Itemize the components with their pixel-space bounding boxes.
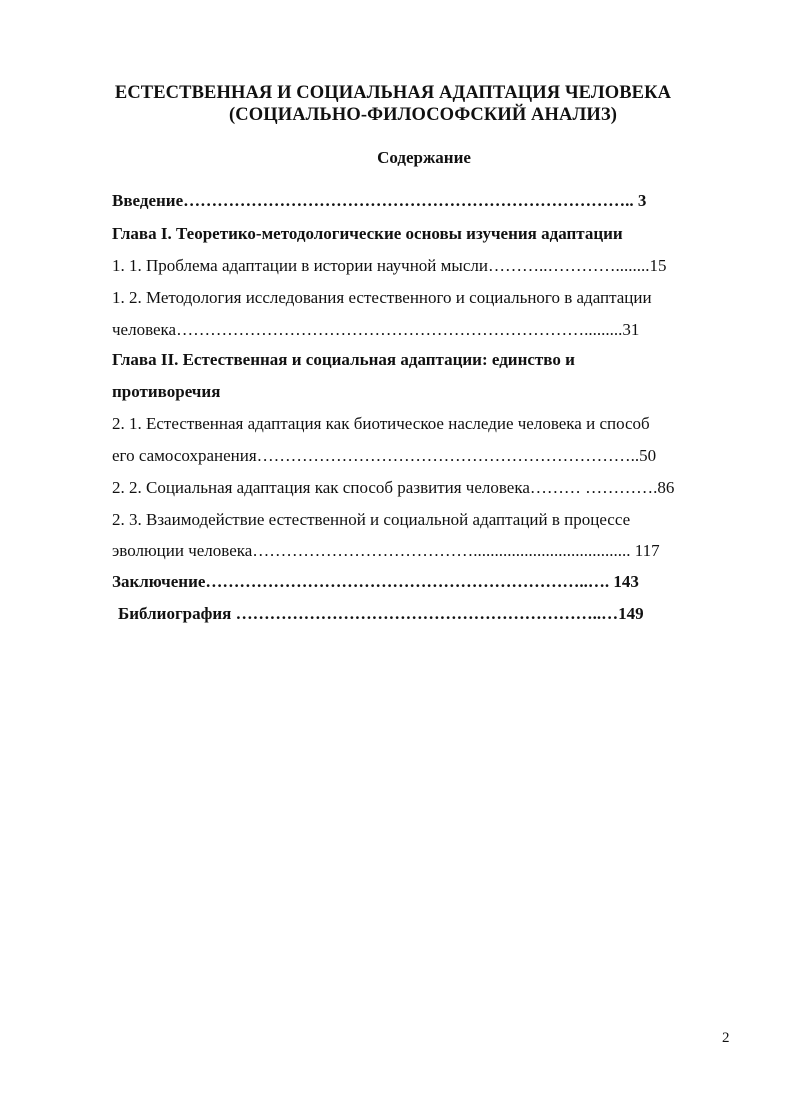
toc-chapter-2-title-line-1: Глава II. Естественная и социальная адаптации: единство и [112, 350, 575, 369]
toc-entry-2-3-line-1: 2. 3. Взаимодействие естественной и социальной адаптаций в процессе [112, 510, 631, 529]
toc-entry-bibliography: Библиография ………………………………………………………..…149 [118, 604, 644, 623]
toc-entry-2-1-line-2: его самосохранения…………………………………………………………..50 [112, 446, 657, 465]
toc-chapter-1-title: Глава I. Теоретико-методологические основы изучения адаптации [112, 224, 623, 243]
toc-entry-introduction: Введение…………………………………………………………………….. 3 [112, 191, 647, 210]
toc-entry-2-1-line-1: 2. 1. Естественная адаптация как биотическое наследие человека и способ [112, 414, 650, 433]
toc-entry-2-3-line-2: эволюции человека…………………………………..................................... 117 [112, 541, 660, 560]
document-title-line-1: ЕСТЕСТВЕННАЯ И СОЦИАЛЬНАЯ АДАПТАЦИЯ ЧЕЛОВЕКА [114, 83, 672, 103]
toc-entry-1-2-line-2: человека……………………………………………………………….........31 [112, 320, 640, 339]
toc-entry-conclusion: Заключение…………………………………………………………..…. 143 [112, 572, 639, 591]
toc-entry-1-2-line-1: 1. 2. Методология исследования естественного и социального в адаптации [112, 288, 652, 307]
toc-entry-2-2: 2. 2. Социальная адаптация как способ развития человека……… ………….86 [112, 478, 675, 497]
document-title-line-2: (СОЦИАЛЬНО-ФИЛОСОФСКИЙ АНАЛИЗ) [229, 105, 617, 125]
toc-chapter-2-title-line-2: противоречия [112, 382, 221, 401]
page-number: 2 [722, 1030, 730, 1046]
toc-entry-1-1: 1. 1. Проблема адаптации в истории научной мысли………..…………........15 [112, 256, 667, 275]
toc-heading: Содержание [377, 148, 471, 167]
